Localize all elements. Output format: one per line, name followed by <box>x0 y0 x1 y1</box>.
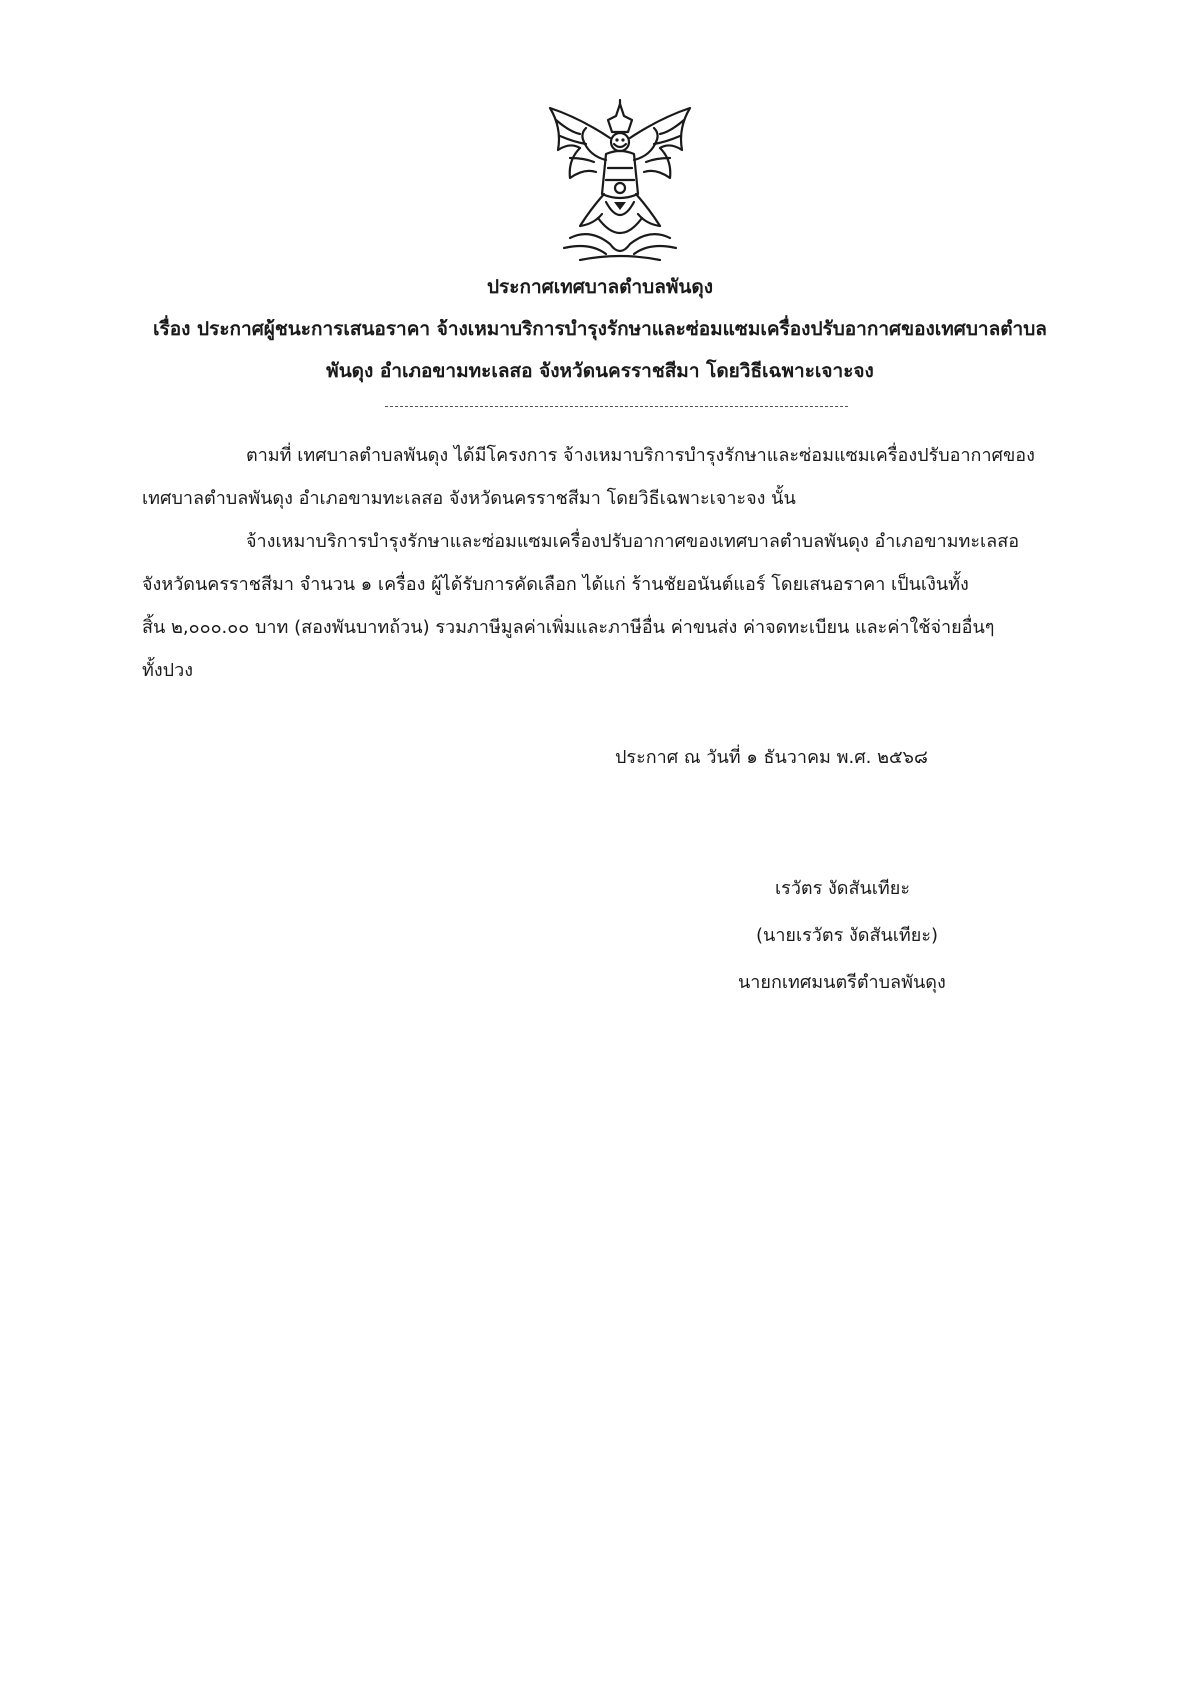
paragraph-2-line-4: ทั้งปวง <box>142 660 193 681</box>
signatory-position: นายกเทศมนตรีตำบลพันดุง <box>738 972 946 993</box>
printed-name: (นายเรวัตร งัดสันเทียะ) <box>756 925 939 946</box>
paragraph-2-line-3: สิ้น ๒,๐๐๐.๐๐ บาท (สองพันบาทถ้วน) รวมภาษีมูลค่าเพิ่มและภาษีอื่น ค่าขนส่ง ค่าจดทะเบียน และค่าใช้จ่ายอื่นๆ <box>142 617 995 638</box>
paragraph-1-line-2: เทศบาลตำบลพันดุง อำเภอขามทะเลสอ จังหวัดนครราชสีมา โดยวิธีเฉพาะเจาะจง นั้น <box>142 488 796 509</box>
paragraph-1-line-1: ตามที่ เทศบาลตำบลพันดุง ได้มีโครงการ จ้างเหมาบริการบำรุงรักษาและซ่อมแซมเครื่องปรับอากาศของ <box>246 445 1035 466</box>
announcement-date: ประกาศ ณ วันที่ ๑ ธันวาคม พ.ศ. ๒๕๖๘ <box>615 747 928 768</box>
subject-line-2: พันดุง อำเภอขามทะเลสอ จังหวัดนครราชสีมา โดยวิธีเฉพาะเจาะจง <box>326 360 874 382</box>
paragraph-2-line-1: จ้างเหมาบริการบำรุงรักษาและซ่อมแซมเครื่องปรับอากาศของเทศบาลตำบลพันดุง อำเภอขามทะเลสอ <box>246 531 1020 552</box>
signature-name: เรวัตร งัดสันเทียะ <box>775 878 911 899</box>
subject-line-1: เรื่อง ประกาศผู้ชนะการเสนอราคา จ้างเหมาบริการบำรุงรักษาและซ่อมแซมเครื่องปรับอากาศของเทศบาลตำบล <box>153 318 1047 340</box>
divider <box>385 406 848 407</box>
garuda-emblem-icon <box>540 98 700 268</box>
paragraph-2-line-2: จังหวัดนครราชสีมา จำนวน ๑ เครื่อง ผู้ได้รับการคัดเลือก ได้แก่ ร้านชัยอนันต์แอร์ โดยเสนอราคา เป็นเงินทั้ง <box>142 574 969 595</box>
agency-heading: ประกาศเทศบาลตำบลพันดุง <box>487 276 713 298</box>
